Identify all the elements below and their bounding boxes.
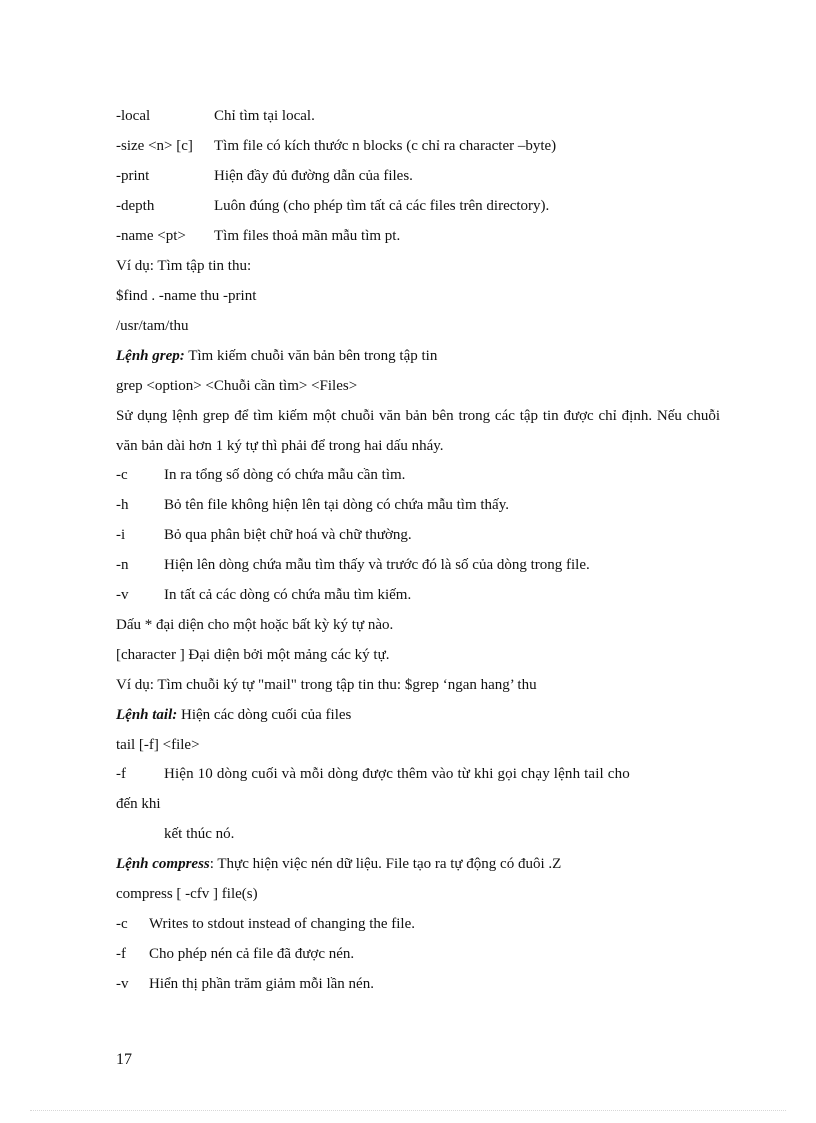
- option-description: Tìm file có kích thước n blocks (c chỉ ra character –byte): [214, 138, 557, 154]
- option-description: Hiện đầy đủ đường dẫn của files.: [214, 168, 413, 184]
- option-flag: -c: [116, 467, 128, 483]
- grep-heading: Lệnh grep:: [116, 348, 185, 364]
- grep-option-row: [116, 465, 406, 485]
- option-flag: -v: [116, 587, 129, 603]
- grep-heading-text: Tìm kiếm chuỗi văn bản bên trong tập tin: [184, 348, 438, 364]
- option-flag: -c: [116, 916, 128, 932]
- find-option-row: [116, 136, 557, 156]
- option-description: Tìm files thoả mãn mẫu tìm pt.: [214, 228, 401, 244]
- option-description: Cho phép nén cả file đã được nén.: [149, 946, 355, 962]
- grep-heading-line: [116, 346, 437, 366]
- find-option-row: [116, 106, 315, 126]
- tail-option-continuation: kết thúc nó.: [164, 826, 235, 842]
- find-option-row: [116, 166, 413, 186]
- option-flag: -local: [116, 108, 151, 124]
- page-number: 17: [116, 1051, 132, 1068]
- option-flag: -size <n> [c]: [116, 138, 193, 154]
- grep-paragraph: Sử dụng lệnh grep để tìm kiếm một chuỗi văn bản bên trong các tập tin được chỉ định. Nếu chuỗi văn bản dài hơn 1 ký tự thì phải để trong hai dấu nháy.: [116, 408, 720, 454]
- find-example-label: Ví dụ: Tìm tập tin thu:: [116, 258, 252, 274]
- option-description: Bỏ tên file không hiện lên tại dòng có chứa mẫu tìm thấy.: [164, 497, 509, 513]
- compress-option-row: [116, 914, 416, 934]
- option-flag: -depth: [116, 198, 155, 214]
- compress-heading-line: [116, 854, 561, 874]
- option-flag: -i: [116, 527, 126, 543]
- find-example-command: $find . -name thu -print: [116, 288, 257, 304]
- grep-note-character: [character ] Đại diện bởi một mảng các ký tự.: [116, 647, 390, 663]
- find-option-row: [116, 226, 401, 246]
- option-description: Hiện lên dòng chứa mẫu tìm thấy và trước đó là số của dòng trong file.: [164, 557, 590, 573]
- compress-heading: Lệnh compress: [116, 856, 210, 872]
- grep-option-row: [116, 585, 412, 605]
- find-option-row: [116, 196, 550, 216]
- option-flag: -name <pt>: [116, 228, 186, 244]
- option-flag: -v: [116, 976, 129, 992]
- compress-option-row: [116, 944, 355, 964]
- grep-example: Ví dụ: Tìm chuỗi ký tự "mail" trong tập tin thu: $grep ‘ngan hang’ thu: [116, 677, 537, 693]
- option-flag: -f: [116, 946, 126, 962]
- footer-divider: [30, 1110, 786, 1111]
- option-description: Hiện 10 dòng cuối và mỗi dòng được thêm vào từ khi gọi chạy lệnh tail cho: [164, 766, 630, 782]
- option-description: Hiển thị phần trăm giảm mỗi lần nén.: [149, 976, 374, 992]
- tail-heading-text: Hiện các dòng cuối của files: [177, 707, 352, 723]
- compress-syntax: compress [ -cfv ] file(s): [116, 886, 258, 902]
- option-description: Bỏ qua phân biệt chữ hoá và chữ thường.: [164, 527, 412, 543]
- option-description: Chỉ tìm tại local.: [214, 108, 315, 124]
- option-description: In tất cả các dòng có chứa mẫu tìm kiếm.: [164, 587, 412, 603]
- compress-heading-text: : Thực hiện việc nén dữ liệu. File tạo ra tự động có đuôi .Z: [209, 856, 562, 872]
- option-description: Luôn đúng (cho phép tìm tất cả các files trên directory).: [214, 198, 550, 214]
- grep-option-row: [116, 495, 509, 515]
- tail-heading: Lệnh tail:: [116, 707, 178, 723]
- tail-heading-line: [116, 705, 351, 725]
- tail-option-row: [116, 764, 630, 784]
- option-flag: -h: [116, 497, 129, 513]
- option-description: Writes to stdout instead of changing the file.: [149, 916, 416, 932]
- compress-option-row: [116, 974, 374, 994]
- option-flag: -n: [116, 557, 129, 573]
- option-description: In ra tổng số dòng có chứa mẫu cần tìm.: [164, 467, 406, 483]
- option-flag: -print: [116, 168, 150, 184]
- grep-note-wildcard: Dấu * đại diện cho một hoặc bất kỳ ký tự nào.: [116, 617, 394, 633]
- grep-option-row: [116, 555, 590, 575]
- grep-syntax: grep <option> <Chuỗi cần tìm> <Files>: [116, 378, 358, 394]
- grep-option-row: [116, 525, 412, 545]
- tail-option-wrap: đến khi: [116, 796, 161, 812]
- tail-syntax: tail [-f] <file>: [116, 737, 200, 753]
- find-example-output: /usr/tam/thu: [116, 318, 189, 334]
- option-flag: -f: [116, 766, 126, 782]
